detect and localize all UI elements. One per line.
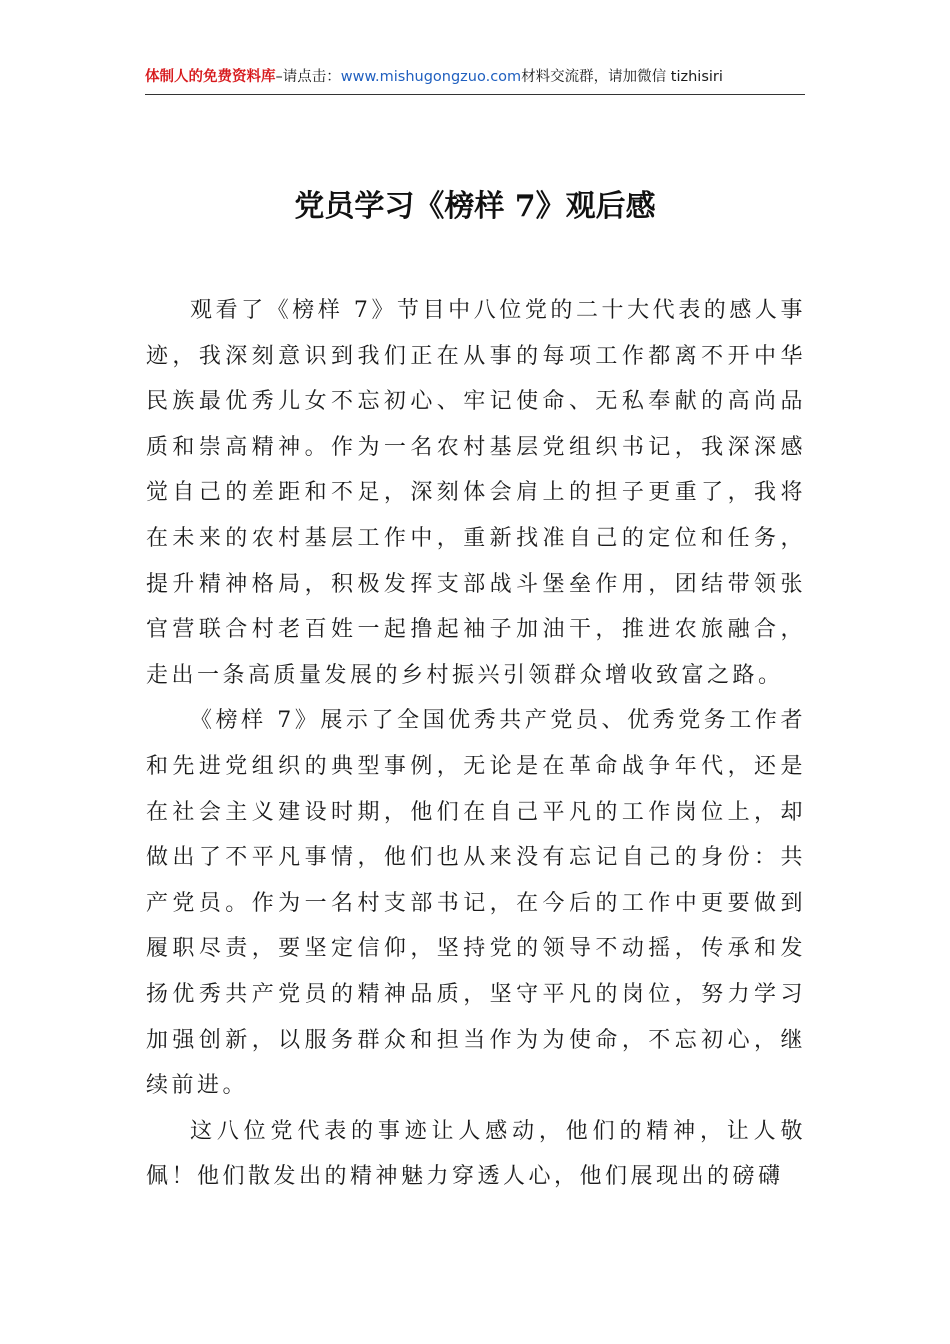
header-tail: 材料交流群，请加微信 tizhisiri xyxy=(521,69,723,85)
body-paragraph: 《榜样 7》展示了全国优秀共产党员、优秀党务工作者和先进党组织的典型事例，无论是在革命战争年代，还是在社会主义建设时期，他们在自己平凡的工作岗位上，却做出了不平凡事情，他们也从来没有忘记自己的身份：共产党员。作为一名村支部书记，在今后的工作中更要做到履职尽责，要坚定信仰，坚持党的领导不动摇，传承和发扬优秀共产党员的精神品质，坚守平凡的岗位，努力学习加强创新，以服务群众和担当作为为使命，不忘初心，继续前进。 xyxy=(146,708,806,1099)
header-prompt: –请点击： xyxy=(275,69,341,85)
header-site-name: 体制人的免费资料库 xyxy=(145,69,276,85)
document-body xyxy=(146,288,806,1200)
document-title: 党员学习《榜样 7》观后感 xyxy=(294,189,656,224)
body-paragraph: 这八位党代表的事迹让人感动，他们的精神，让人敬佩！他们散发出的精神魅力穿透人心，他们展现出的磅礴 xyxy=(146,1118,806,1190)
body-paragraph: 观看了《榜样 7》节目中八位党的二十大代表的感人事迹，我深刻意识到我们正在从事的每项工作都离不开中华民族最优秀儿女不忘初心、牢记使命、无私奉献的高尚品质和崇高精神。作为一名农村基层党组织书记，我深深感觉自己的差距和不足，深刻体会肩上的担子更重了，我将在未来的农村基层工作中，重新找准自己的定位和任务，提升精神格局，积极发挥支部战斗堡垒作用，团结带领张官营联合村老百姓一起撸起袖子加油干，推进农旅融合，走出一条高质量发展的乡村振兴引领群众增收致富之路。 xyxy=(146,298,806,688)
header-link[interactable]: www.mishugongzuo.com xyxy=(340,69,522,85)
page-header xyxy=(145,66,805,95)
